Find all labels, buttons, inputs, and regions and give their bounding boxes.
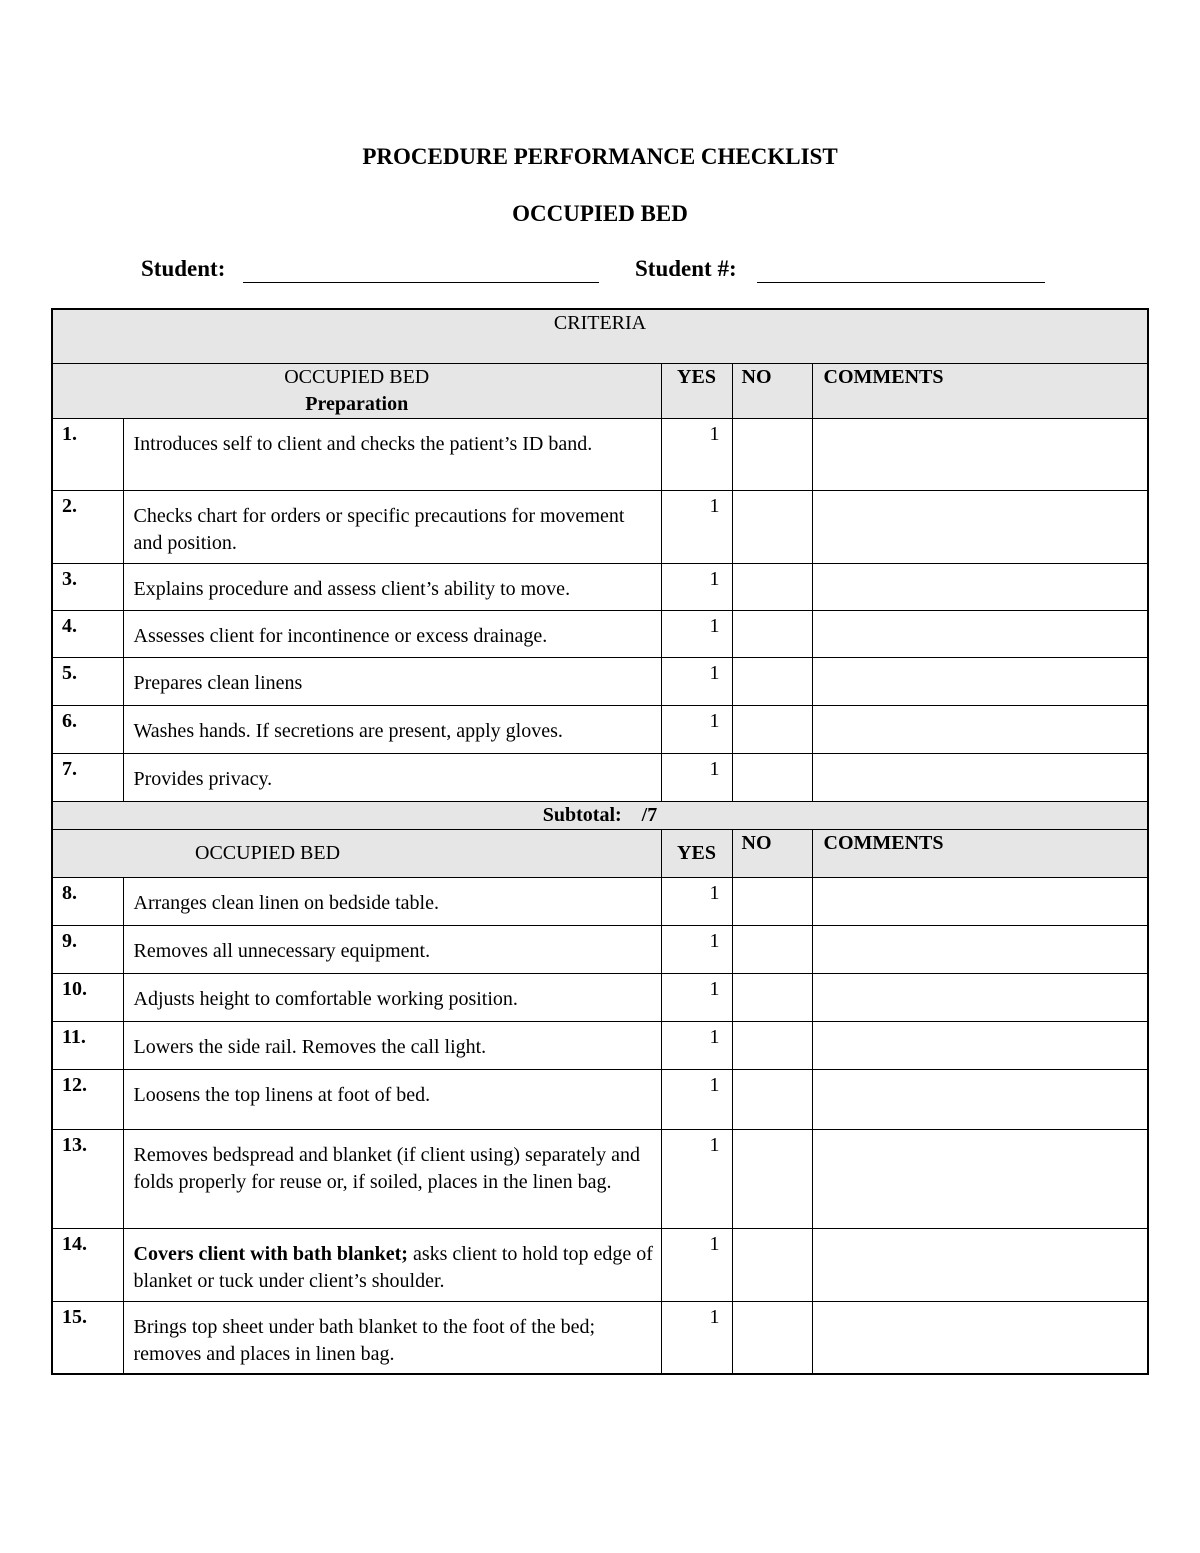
section-title-cell [52, 364, 661, 419]
student-info-line [141, 256, 1051, 288]
item-number: 14. [52, 1229, 123, 1302]
item-points: 1 [661, 1022, 732, 1070]
section-subtitle: Preparation [305, 393, 409, 415]
table-row [52, 611, 1148, 658]
comments-cell[interactable] [812, 1229, 1148, 1302]
no-cell[interactable] [732, 658, 812, 706]
item-number: 12. [52, 1070, 123, 1130]
no-column-header: NO [732, 830, 812, 878]
comments-cell[interactable] [812, 754, 1148, 802]
no-cell[interactable] [732, 1302, 812, 1374]
no-cell[interactable] [732, 878, 812, 926]
table-row [52, 1070, 1148, 1130]
student-name-blank[interactable] [243, 282, 599, 283]
no-cell[interactable] [732, 706, 812, 754]
item-number: 10. [52, 974, 123, 1022]
item-description: Lowers the side rail. Removes the call light. [123, 1022, 661, 1070]
comments-cell[interactable] [812, 1022, 1148, 1070]
item-number: 11. [52, 1022, 123, 1070]
table-row [52, 754, 1148, 802]
no-cell[interactable] [732, 564, 812, 611]
table-row [52, 419, 1148, 491]
item-description: Assesses client for incontinence or excess drainage. [123, 611, 661, 658]
item-number: 13. [52, 1130, 123, 1229]
comments-cell[interactable] [812, 1130, 1148, 1229]
item-description: Explains procedure and assess client’s ability to move. [123, 564, 661, 611]
section-header-occupied-bed [52, 830, 1148, 878]
yes-column-header: YES [661, 830, 732, 878]
comments-cell[interactable] [812, 419, 1148, 491]
section-header-preparation [52, 364, 1148, 419]
no-cell[interactable] [732, 1070, 812, 1130]
comments-cell[interactable] [812, 611, 1148, 658]
item-description: Washes hands. If secretions are present, apply gloves. [123, 706, 661, 754]
item-description: Arranges clean linen on bedside table. [123, 878, 661, 926]
item-description: Removes all unnecessary equipment. [123, 926, 661, 974]
item-points: 1 [661, 878, 732, 926]
comments-column-header: COMMENTS [812, 364, 1148, 419]
item-number: 2. [52, 491, 123, 564]
item-points: 1 [661, 1070, 732, 1130]
table-row [52, 1022, 1148, 1070]
student-number-blank[interactable] [757, 282, 1045, 283]
item-number: 6. [52, 706, 123, 754]
item-points: 1 [661, 974, 732, 1022]
no-cell[interactable] [732, 1130, 812, 1229]
no-cell[interactable] [732, 754, 812, 802]
section-title: OCCUPIED BED [195, 842, 341, 864]
item-points: 1 [661, 491, 732, 564]
no-cell[interactable] [732, 419, 812, 491]
comments-cell[interactable] [812, 926, 1148, 974]
item-description: Adjusts height to comfortable working position. [123, 974, 661, 1022]
table-row [52, 926, 1148, 974]
comments-cell[interactable] [812, 878, 1148, 926]
item-description: Introduces self to client and checks the patient’s ID band. [123, 419, 661, 491]
comments-cell[interactable] [812, 706, 1148, 754]
table-row [52, 974, 1148, 1022]
item-description: Brings top sheet under bath blanket to the foot of the bed; removes and places in linen bag. [123, 1302, 661, 1374]
comments-cell[interactable] [812, 974, 1148, 1022]
table-row [52, 491, 1148, 564]
subtotal-row [52, 802, 1148, 830]
no-column-header: NO [732, 364, 812, 419]
item-points: 1 [661, 1229, 732, 1302]
item-number: 3. [52, 564, 123, 611]
item-description-rest: asks client to hold top edge of blanket or tuck under client’s shoulder. [133, 1243, 653, 1292]
item-number: 4. [52, 611, 123, 658]
item-points: 1 [661, 419, 732, 491]
item-number: 15. [52, 1302, 123, 1374]
item-points: 1 [661, 706, 732, 754]
item-description: Prepares clean linens [123, 658, 661, 706]
section-title-cell [52, 830, 661, 878]
no-cell[interactable] [732, 926, 812, 974]
yes-column-header: YES [661, 364, 732, 419]
no-cell[interactable] [732, 1022, 812, 1070]
item-description: Loosens the top linens at foot of bed. [123, 1070, 661, 1130]
comments-cell[interactable] [812, 1070, 1148, 1130]
item-points: 1 [661, 564, 732, 611]
item-number: 7. [52, 754, 123, 802]
item-description-emphasis: Covers client with bath blanket; [133, 1243, 408, 1265]
subtotal-label: Subtotal: /7 [52, 802, 1148, 830]
section-title: OCCUPIED BED [284, 366, 430, 388]
student-number-label: Student #: [635, 256, 737, 281]
criteria-label: CRITERIA [52, 309, 1148, 364]
item-points: 1 [661, 1302, 732, 1374]
item-points: 1 [661, 658, 732, 706]
item-points: 1 [661, 611, 732, 658]
no-cell[interactable] [732, 974, 812, 1022]
item-description: Removes bedspread and blanket (if client using) separately and folds properly for reuse or, if soiled, places in the linen bag. [123, 1130, 661, 1229]
item-description [123, 1229, 661, 1302]
table-row [52, 658, 1148, 706]
no-cell[interactable] [732, 491, 812, 564]
no-cell[interactable] [732, 611, 812, 658]
document-subtitle: OCCUPIED BED [512, 201, 688, 226]
item-description: Checks chart for orders or specific precautions for movement and position. [123, 491, 661, 564]
table-row [52, 1302, 1148, 1374]
comments-cell[interactable] [812, 658, 1148, 706]
table-row [52, 1229, 1148, 1302]
student-label: Student: [141, 256, 226, 281]
item-points: 1 [661, 926, 732, 974]
document-title: PROCEDURE PERFORMANCE CHECKLIST [362, 144, 838, 169]
comments-column-header: COMMENTS [812, 830, 1148, 878]
item-number: 9. [52, 926, 123, 974]
table-row [52, 1130, 1148, 1229]
item-number: 1. [52, 419, 123, 491]
item-description: Provides privacy. [123, 754, 661, 802]
criteria-header-row [52, 309, 1148, 364]
comments-cell[interactable] [812, 564, 1148, 611]
item-points: 1 [661, 754, 732, 802]
table-row [52, 564, 1148, 611]
comments-cell[interactable] [812, 491, 1148, 564]
checklist-table [51, 308, 1149, 1375]
table-row [52, 706, 1148, 754]
no-cell[interactable] [732, 1229, 812, 1302]
table-row [52, 878, 1148, 926]
comments-cell[interactable] [812, 1302, 1148, 1374]
item-points: 1 [661, 1130, 732, 1229]
item-number: 8. [52, 878, 123, 926]
item-number: 5. [52, 658, 123, 706]
